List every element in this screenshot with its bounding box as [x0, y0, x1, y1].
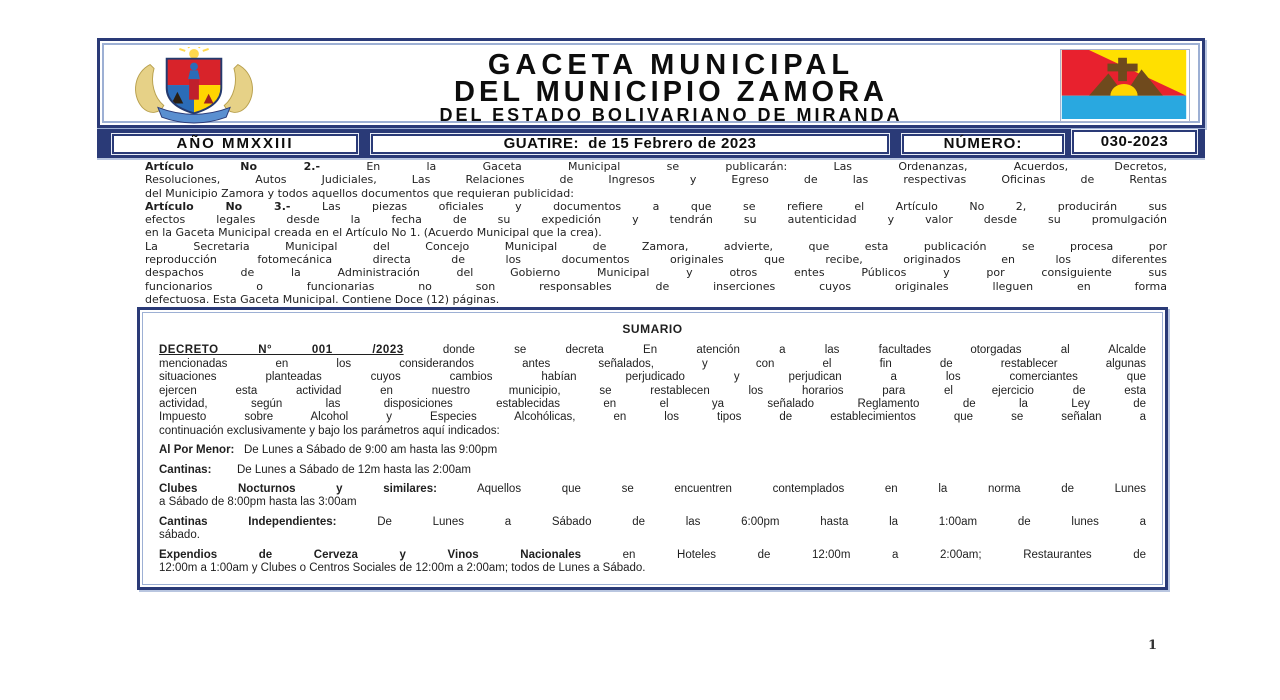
item-text: sábado.	[159, 529, 200, 542]
item-text: De Lunes a Sábado de 12m hasta las 2:00am	[211, 463, 471, 476]
item-text: De Lunes a Sábado de las 6:00pm hasta la 1:00am de lunes a	[336, 515, 1147, 528]
schedule-item-cantinas	[159, 464, 1146, 477]
article-2-lead: Artículo No 2.-	[145, 160, 321, 173]
schedule-item-expendios	[159, 549, 1146, 576]
sumario-box	[137, 307, 1168, 590]
decree-line: mencionadas en los considerandos antes señalados, y con el fin de restablecer algunas	[159, 357, 1146, 370]
intro-text	[145, 160, 1167, 306]
item-label: Cantinas Independientes:	[159, 515, 337, 528]
item-label: Clubes Nocturnos y similares:	[159, 483, 437, 496]
decree-line: ejercen esta actividad en nuestro municipio, se restablecen los horarios para el ejercicio de esta	[159, 384, 1146, 397]
place-date-field: GUATIRE: de 15 Febrero de 2023	[371, 134, 889, 154]
item-label: Expendios de Cerveza y Vinos Nacionales	[159, 548, 581, 561]
sumario-inner-frame	[142, 312, 1163, 585]
intro-p2-line	[145, 200, 1167, 213]
masthead-box	[97, 38, 1205, 128]
decree-line	[159, 344, 1146, 357]
gazette-title-line1: GACETA MUNICIPAL	[487, 49, 855, 81]
zamora-flag-icon	[1060, 49, 1190, 122]
item-text: en Hoteles de 12:00m a 2:00am; Restaurantes de	[581, 548, 1146, 561]
schedule-item-cantinas-independientes	[159, 516, 1146, 543]
decree-line: situaciones planteadas cuyos cambios habían perjudicado y perjudican a los comerciantes que	[159, 371, 1146, 384]
decree-line: continuación exclusivamente y bajo los parámetros aquí indicados:	[159, 424, 500, 437]
intro-p1-line: del Municipio Zamora y todos aquellos documentos que requieran publicidad:	[145, 186, 574, 200]
intro-p3-line: funcionarios o funcionarias no son responsables de inserciones cuyos originales lleguen en forma	[145, 279, 1167, 293]
schedule-item-clubes-nocturnos	[159, 483, 1146, 510]
intro-p3-line: La Secretaria Municipal del Concejo Municipal de Zamora, advierte, que esta publicación se procesa por	[145, 239, 1167, 253]
decree-line: actividad, según las disposiciones establecidas en el ya señalado Reglamento de la Ley de	[159, 398, 1146, 411]
page-number: 1	[1148, 638, 1158, 653]
gazette-title-line2: DEL MUNICIPIO ZAMORA	[454, 76, 888, 108]
item-text: 12:00m a 1:00am y Clubes o Centros Sociales de 12:00m a 2:00am; todos de Lunes a Sábado.	[159, 562, 646, 575]
year-field: AÑO MMXXIII	[112, 134, 358, 154]
item-text: Aquellos que se encuentren contemplados en la norma de Lunes	[436, 483, 1146, 496]
schedule-item-al-por-menor	[159, 444, 1146, 457]
intro-p2-text: Las piezas oficiales y documentos a que se refiere el Artículo No 2, producirán sus	[321, 199, 1168, 213]
zamora-coat-of-arms-icon	[118, 47, 270, 125]
intro-p2-line: efectos legales desde la fecha de su expedición y tendrán su autenticidad y valor desde su promulgación	[145, 213, 1167, 227]
sumario-title: SUMARIO	[622, 322, 683, 336]
masthead-title	[294, 51, 1048, 125]
intro-p1-text: En la Gaceta Municipal se publicarán: Las Ordenanzas, Acuerdos, Decretos,	[366, 160, 1168, 173]
intro-p3-line: defectuosa. Esta Gaceta Municipal. Contiene Doce (12) páginas.	[145, 292, 500, 306]
number-value: 030-2023	[1072, 130, 1197, 154]
gazette-title-line3: DEL ESTADO BOLIVARIANO DE MIRANDA	[439, 105, 903, 125]
decree-line: Impuesto sobre Alcohol y Especies Alcohólicas, en los tipos de establecimientos que se señalan a	[159, 411, 1146, 424]
intro-p1-line: Resoluciones, Autos Judiciales, Las Relaciones de Ingresos y Egreso de las respectivas Oficinas de Rentas	[145, 173, 1167, 187]
info-bar	[97, 128, 1205, 158]
article-3-lead: Artículo No 3.-	[145, 199, 291, 213]
item-label: Cantinas:	[159, 463, 212, 476]
intro-p2-line: en la Gaceta Municipal creada en el Artículo No 1. (Acuerdo Municipal que la crea).	[145, 226, 602, 240]
decree-number: DECRETO N° 001 /2023	[159, 344, 404, 357]
intro-p3-line: reproducción fotomecánica directa de los documentos originales que recibe, originados en los diferentes	[145, 253, 1167, 267]
intro-p1-line	[145, 160, 1167, 173]
item-text: a Sábado de 8:00pm hasta las 3:00am	[159, 496, 357, 509]
decree-text: donde se decreta En atención a las facultades otorgadas al Alcalde	[442, 344, 1146, 357]
item-label: Al Por Menor:	[159, 444, 235, 457]
item-text: De Lunes a Sábado de 9:00 am hasta las 9:00pm	[234, 444, 498, 457]
intro-p3-line: despachos de la Administración del Gobierno Municipal y otros entes Públicos y por consiguiente sus	[145, 266, 1167, 280]
masthead-inner-frame	[102, 43, 1200, 123]
number-label: NÚMERO:	[902, 134, 1064, 154]
